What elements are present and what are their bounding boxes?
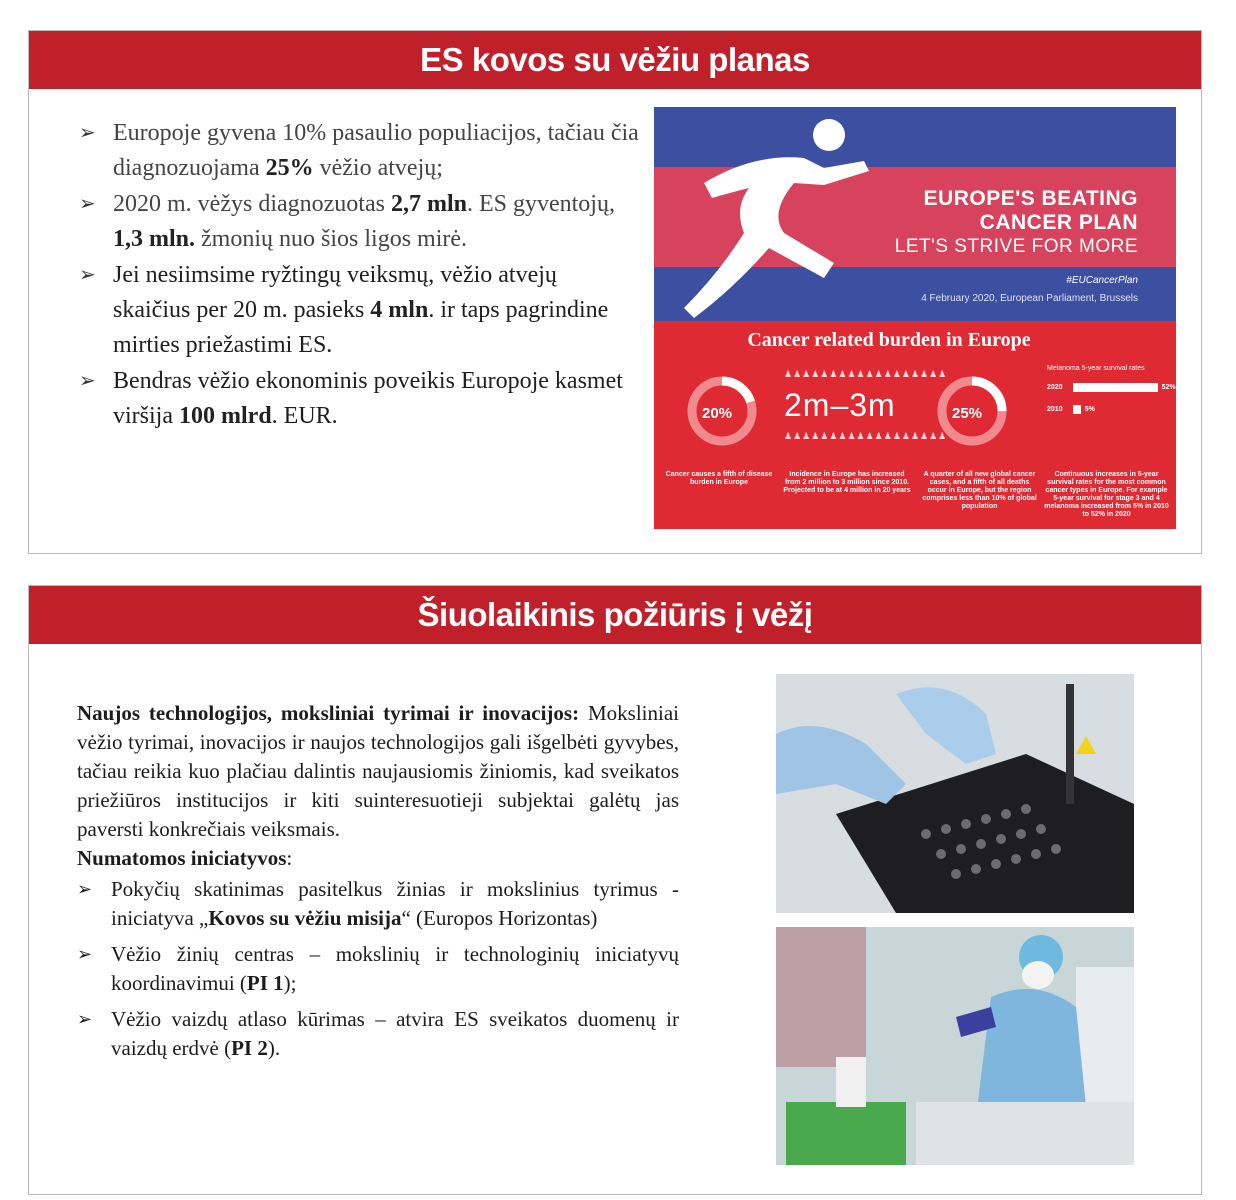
intro-paragraph: Naujos technologijos, moksliniai tyrimai ir inovacijos: Moksliniai vėžio tyrimai, inovacijos ir naujos technologijos gali išgelbėti gyvybes, tačiau reikia kuo plačiau dalintis naujausiomis žiniomis, kad sveikatos priežiūros institucijos ir kiti suinteresuotieji subjektai galėtų jas paversti konkrečiais veiksmais.: [77, 701, 679, 841]
initiatives-list: [77, 875, 679, 1063]
slide-modern-approach: [28, 585, 1202, 1195]
stat-caption: A quarter of all new global cancer cases, and a fifth of all deaths occur in Europe, but the region comprises less than 10% of global population: [922, 471, 1037, 510]
initiative-item: ➢ Vėžio vaizdų atlaso kūrimas – atvira ES sveikatos duomenų ir vaizdų erdvė (PI 2).: [77, 1007, 679, 1060]
cancer-plan-infographic: [654, 107, 1176, 529]
initiative-item: ➢ Vėžio žinių centras – mokslinių ir technologinių iniciatyvų koordinavimui (PI 1);: [77, 942, 679, 995]
slide-title-banner: [29, 31, 1201, 89]
lab-researcher-photo: [776, 927, 1134, 1165]
people-icon-row: ♟♟♟♟♟♟♟♟♟♟♟♟♟♟♟♟♟♟: [784, 431, 948, 441]
slide-title: Šiuolaikinis požiūris į vėžį: [417, 596, 813, 633]
arrow-bullet-icon: ➢: [79, 122, 96, 144]
arrow-bullet-icon: ➢: [79, 370, 96, 392]
arrow-bullet-icon: ➢: [77, 1009, 93, 1029]
stat-caption: Incidence in Europe has increased from 2 million to 3 million since 2010. Projected to be at 4 million in 20 years: [783, 471, 911, 494]
slide-body: [77, 699, 679, 1070]
melanoma-title: Melanoma 5-year survival rates: [1047, 365, 1145, 372]
melanoma-row-2020: 2020 52%: [1047, 384, 1176, 391]
event-date: 4 February 2020, European Parliament, Brussels: [921, 293, 1138, 304]
bullet-item: ➢ Jei nesiimsime ryžtingų veiksmų, vėžio atvejų skaičius per 20 m. pasieks 4 mln. ir taps pagrindine mirties priežastimi ES.: [79, 258, 639, 363]
stat-25-percent: 25%: [952, 405, 983, 422]
slide-title: ES kovos su vėžiu planas: [420, 41, 810, 78]
initiatives-heading: Numatomos iniciatyvos:: [77, 846, 293, 870]
melanoma-row-2010: 2010 5%: [1047, 406, 1095, 413]
arrow-bullet-icon: ➢: [79, 264, 96, 286]
stat-20-percent: 20%: [702, 405, 733, 422]
bullet-item: ➢ 2020 m. vėžys diagnozuotas 2,7 mln. ES gyventojų, 1,3 mln. žmonių nuo šios ligos mirė.: [79, 187, 639, 257]
slide-title-banner: [29, 586, 1201, 644]
melanoma-bar: [1073, 383, 1158, 392]
burden-panel: [654, 321, 1176, 529]
bullet-list: [79, 116, 639, 435]
burden-title: Cancer related burden in Europe: [747, 329, 1031, 351]
arrow-bullet-icon: ➢: [77, 944, 93, 964]
stat-caption: Continuous increases in 5-year survival rates for the most common cancer types in Europe. For example 5-year survival for stage 3 and 4 melanoma increased from 5% in 2010 to 52% in 2020: [1044, 471, 1169, 518]
slide-eu-cancer-plan: [28, 30, 1202, 554]
hashtag: #EUCancerPlan: [1066, 275, 1138, 286]
section-heading: Naujos technologijos, moksliniai tyrimai ir inovacijos:: [77, 701, 580, 725]
stat-caption: Cancer causes a fifth of disease burden in Europe: [665, 471, 773, 486]
stat-incidence: 2m–3m: [784, 387, 896, 423]
infographic-header: [654, 107, 1176, 321]
infographic-title: EUROPE'S BEATING CANCER PLAN LET'S STRIVE FOR MORE: [894, 187, 1138, 257]
lab-gloves-photo: [776, 674, 1134, 913]
bullet-item: ➢ Europoje gyvena 10% pasaulio populiacijos, tačiau čia diagnozuojama 25% vėžio atvejų;: [79, 116, 639, 186]
arrow-bullet-icon: ➢: [79, 193, 96, 215]
runner-icon: [674, 113, 894, 323]
people-icon-row: ♟♟♟♟♟♟♟♟♟♟♟♟♟♟♟♟♟♟: [784, 369, 948, 379]
initiative-item: ➢ Pokyčių skatinimas pasitelkus žinias ir mokslinius tyrimus - iniciatyva „Kovos su vėžiu misija“ (Europos Horizontas): [77, 877, 679, 930]
melanoma-bar: [1073, 405, 1081, 414]
bullet-item: ➢ Bendras vėžio ekonominis poveikis Europoje kasmet viršija 100 mlrd. EUR.: [79, 364, 639, 434]
arrow-bullet-icon: ➢: [77, 879, 93, 899]
